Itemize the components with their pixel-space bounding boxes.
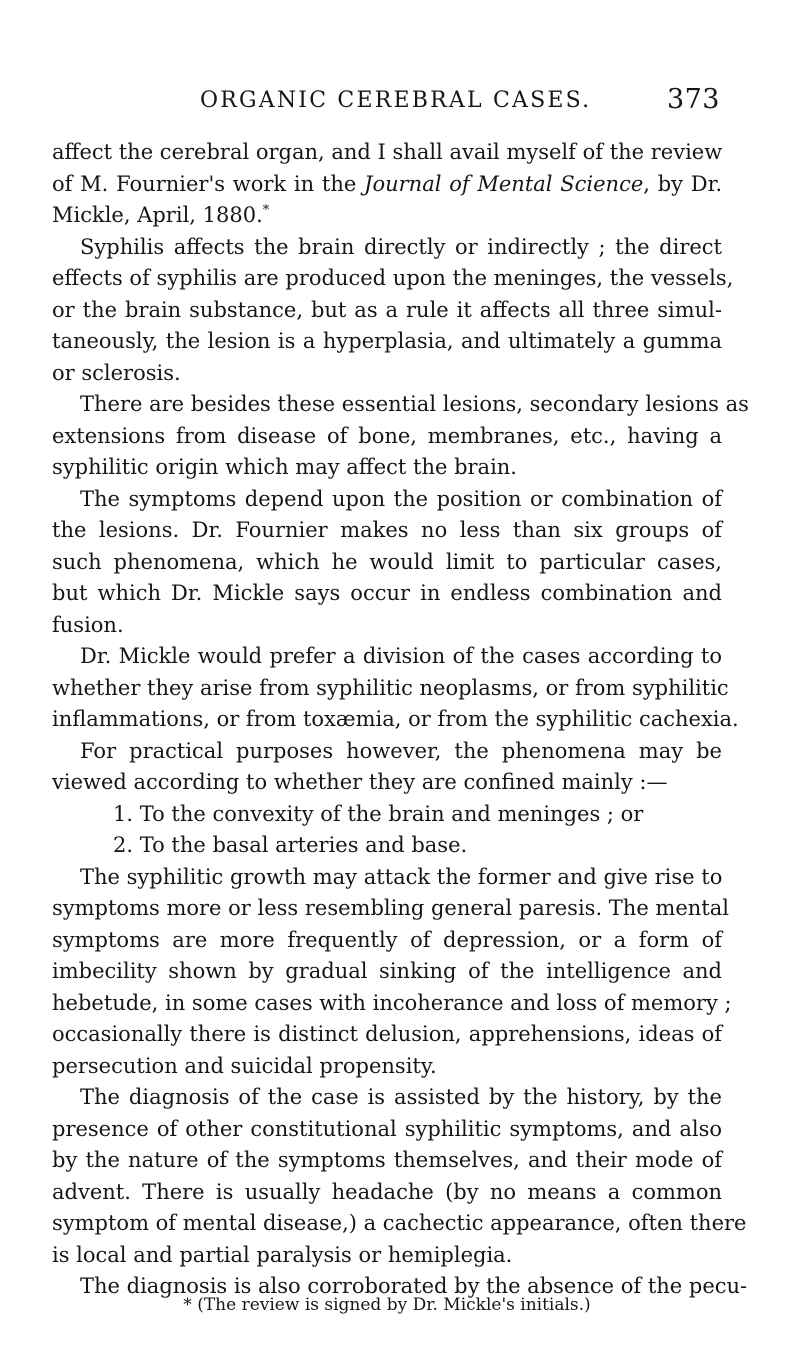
paragraph-start: There are besides these essential lesions, secondary lesions as [80, 392, 749, 416]
page-header [200, 84, 720, 124]
text-fragment: , by Dr. [643, 171, 723, 196]
text-line: such phenomena, which he would limit to particular cases, [52, 549, 722, 574]
footnote [52, 1295, 722, 1315]
footnote-text: (The review is signed by Dr. Mickle's initials.) [197, 1295, 591, 1315]
text-line: symptoms more or less resembling general paresis. The mental [52, 896, 729, 920]
text-line: fusion. [52, 612, 124, 637]
paragraph-start: The symptoms depend upon the position or combination of [80, 486, 722, 511]
text-line: effects of syphilis are produced upon the meninges, the vessels, [52, 266, 734, 290]
footnote-reference: * [262, 203, 270, 218]
list-item: 1. To the convexity of the brain and meninges ; or [113, 801, 644, 826]
text-line: taneously, the lesion is a hyperplasia, and ultimately a gumma [52, 329, 722, 353]
running-head: ORGANIC CEREBRAL CASES. [200, 88, 592, 113]
text-line: affect the cerebral organ, and I shall avail myself of the review [52, 140, 723, 164]
paragraph-start: The diagnosis of the case is assisted by the history, by the [80, 1085, 722, 1109]
text-line: persecution and suicidal propensity. [52, 1053, 437, 1078]
text-line: whether they arise from syphilitic neoplasms, or from syphilitic [52, 675, 729, 700]
text-line: the lesions. Dr. Fournier makes no less than six groups of [52, 518, 722, 542]
text-fragment: of M. Fournier's work in the [52, 171, 365, 196]
text-line: presence of other constitutional syphilitic symptoms, and also [52, 1116, 722, 1141]
page-number: 373 [666, 84, 720, 115]
text-line [52, 200, 722, 232]
paragraph-start: The diagnosis is also corroborated by the absence of the pecu- [80, 1274, 748, 1298]
text-line: occasionally there is distinct delusion, apprehensions, ideas of [52, 1022, 722, 1046]
text-line: hebetude, in some cases with incoherance and loss of memory ; [52, 990, 732, 1015]
footnote-marker: * [183, 1295, 192, 1315]
text-line: extensions from disease of bone, membranes, etc., having a [52, 423, 722, 448]
list-item: 2. To the basal arteries and base. [113, 833, 468, 857]
text-line: or sclerosis. [52, 360, 181, 385]
text-line: symptoms are more frequently of depression, or a form of [52, 927, 722, 952]
text-line: syphilitic origin which may affect the brain. [52, 455, 517, 479]
text-line: imbecility shown by gradual sinking of the intelligence and [52, 959, 722, 983]
text-line: advent. There is usually headache (by no means a common [52, 1179, 722, 1204]
text-line: is local and partial paralysis or hemiplegia. [52, 1242, 513, 1267]
paragraph-start: For practical purposes however, the phenomena may be [80, 738, 722, 763]
text-line: symptom of mental disease,) a cachectic appearance, often there [52, 1211, 747, 1235]
text-line: but which Dr. Mickle says occur in endless combination and [52, 581, 722, 605]
text-line: inflammations, or from toxæmia, or from the syphilitic cachexia. [52, 707, 739, 731]
text-line: viewed according to whether they are confined mainly :— [52, 770, 668, 794]
paragraph-start: Syphilis affects the brain directly or indirectly ; the direct [80, 234, 722, 259]
text-line: or the brain substance, but as a rule it affects all three simul- [52, 297, 722, 322]
journal-title: Journal of Mental Science [364, 171, 644, 196]
text-line: by the nature of the symptoms themselves, and their mode of [52, 1148, 722, 1172]
paragraph-start: Dr. Mickle would prefer a division of the cases according to [80, 644, 722, 668]
body-text [52, 137, 749, 1303]
text-fragment: Mickle, April, 1880. [52, 203, 263, 227]
text-line-journal-citation [52, 169, 722, 201]
paragraph-start: The syphilitic growth may attack the former and give rise to [80, 864, 723, 889]
